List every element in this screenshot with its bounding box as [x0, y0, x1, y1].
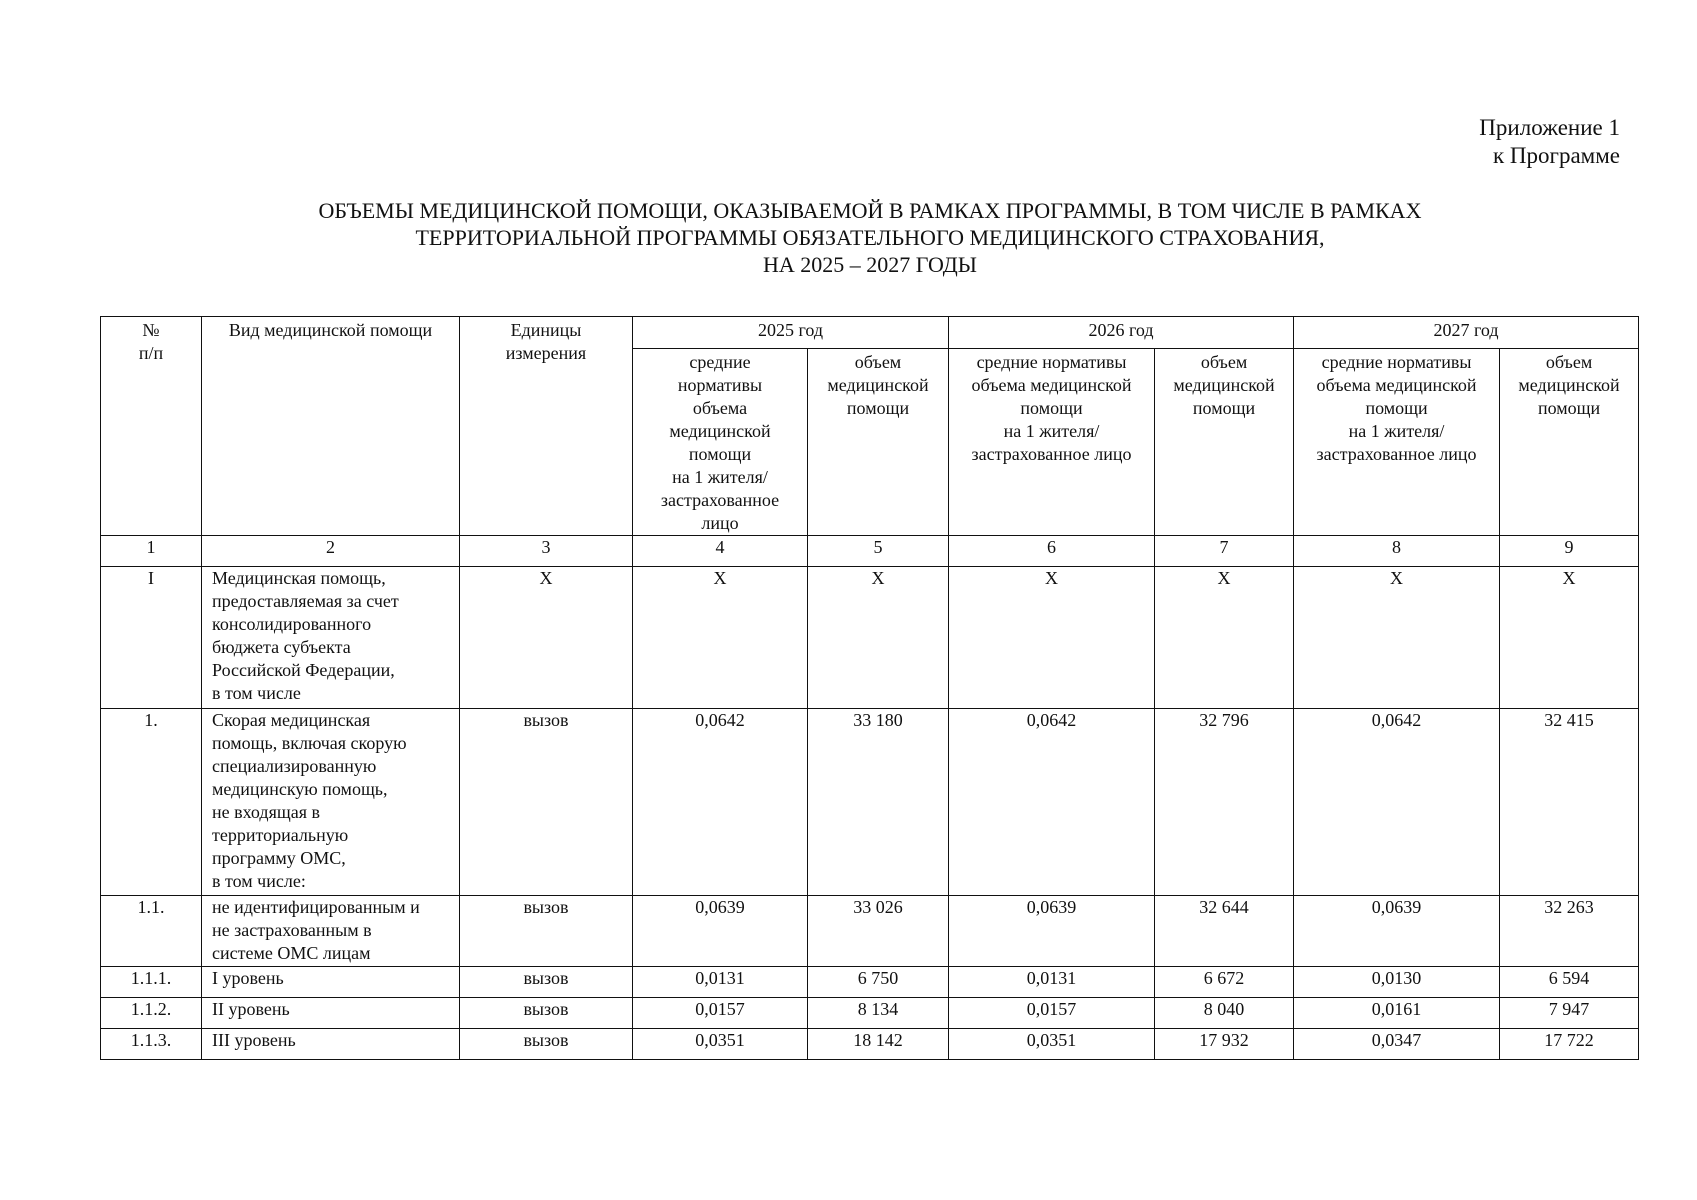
row-vol-2025: 8 134: [808, 998, 949, 1029]
row-vol-2025: 6 750: [808, 967, 949, 998]
column-number: 9: [1500, 536, 1639, 567]
row-num: 1.: [101, 709, 202, 896]
table-row: [101, 967, 1639, 998]
row-norm-2025: 0,0157: [633, 998, 808, 1029]
row-unit: вызов: [460, 967, 633, 998]
row-norm-2026: Х: [949, 567, 1155, 709]
row-vol-2025: Х: [808, 567, 949, 709]
title-line-1: ОБЪЕМЫ МЕДИЦИНСКОЙ ПОМОЩИ, ОКАЗЫВАЕМОЙ В РАМКАХ ПРОГРАММЫ, В ТОМ ЧИСЛЕ В РАМКАХ: [318, 198, 1422, 223]
header-norm-2027: средние нормативы объема медицинской помощи на 1 жителя/ застрахованное лицо: [1294, 349, 1500, 536]
medical-volumes-table: [100, 316, 1639, 1060]
column-number: 6: [949, 536, 1155, 567]
row-kind: III уровень: [202, 1029, 460, 1060]
row-norm-2027: 0,0130: [1294, 967, 1500, 998]
row-norm-2026: 0,0351: [949, 1029, 1155, 1060]
row-norm-2026: 0,0131: [949, 967, 1155, 998]
column-number: 7: [1155, 536, 1294, 567]
row-vol-2027: Х: [1500, 567, 1639, 709]
row-num: 1.1.: [101, 896, 202, 967]
header-row-years: [101, 317, 1639, 349]
row-vol-2026: 8 040: [1155, 998, 1294, 1029]
row-norm-2025: 0,0642: [633, 709, 808, 896]
annex-line-2: к Программе: [1493, 143, 1620, 168]
column-number: 8: [1294, 536, 1500, 567]
row-norm-2026: 0,0157: [949, 998, 1155, 1029]
row-vol-2027: 17 722: [1500, 1029, 1639, 1060]
row-unit: вызов: [460, 1029, 633, 1060]
header-norm-2026: средние нормативы объема медицинской помощи на 1 жителя/ застрахованное лицо: [949, 349, 1155, 536]
header-year-2027: 2027 год: [1294, 317, 1639, 349]
header-year-2025: 2025 год: [633, 317, 949, 349]
table-row: [101, 567, 1639, 709]
row-num: 1.1.1.: [101, 967, 202, 998]
column-number: 4: [633, 536, 808, 567]
column-number: 5: [808, 536, 949, 567]
row-norm-2025: Х: [633, 567, 808, 709]
row-vol-2026: 32 796: [1155, 709, 1294, 896]
table-row: [101, 998, 1639, 1029]
row-kind: II уровень: [202, 998, 460, 1029]
header-kind: Вид медицинской помощи: [202, 317, 460, 536]
row-norm-2027: 0,0347: [1294, 1029, 1500, 1060]
column-number: 3: [460, 536, 633, 567]
row-kind: не идентифицированным и не застрахованным в системе ОМС лицам: [202, 896, 460, 967]
row-unit: вызов: [460, 709, 633, 896]
row-kind: I уровень: [202, 967, 460, 998]
row-norm-2025: 0,0351: [633, 1029, 808, 1060]
column-number-row: [101, 536, 1639, 567]
row-vol-2027: 7 947: [1500, 998, 1639, 1029]
row-norm-2027: Х: [1294, 567, 1500, 709]
row-vol-2027: 6 594: [1500, 967, 1639, 998]
column-number: 2: [202, 536, 460, 567]
row-vol-2026: Х: [1155, 567, 1294, 709]
annex-reference: [1479, 114, 1620, 170]
table-row: [101, 709, 1639, 896]
row-vol-2025: 33 026: [808, 896, 949, 967]
row-num: 1.1.3.: [101, 1029, 202, 1060]
row-unit: вызов: [460, 896, 633, 967]
column-number: 1: [101, 536, 202, 567]
annex-line-1: Приложение 1: [1479, 115, 1620, 140]
row-norm-2025: 0,0639: [633, 896, 808, 967]
header-vol-2025: объем медицинской помощи: [808, 349, 949, 536]
row-kind: Скорая медицинская помощь, включая скорую специализированную медицинскую помощь, не входящая в территориальную программу ОМС, в том числе:: [202, 709, 460, 896]
row-unit: вызов: [460, 998, 633, 1029]
header-year-2026: 2026 год: [949, 317, 1294, 349]
table-row: [101, 896, 1639, 967]
header-unit: Единицы измерения: [460, 317, 633, 536]
row-num: 1.1.2.: [101, 998, 202, 1029]
row-norm-2027: 0,0642: [1294, 709, 1500, 896]
row-norm-2026: 0,0639: [949, 896, 1155, 967]
row-vol-2026: 17 932: [1155, 1029, 1294, 1060]
table-row: [101, 1029, 1639, 1060]
header-vol-2026: объем медицинской помощи: [1155, 349, 1294, 536]
row-num: I: [101, 567, 202, 709]
document-title: [100, 197, 1640, 278]
row-norm-2027: 0,0639: [1294, 896, 1500, 967]
header-num: № п/п: [101, 317, 202, 536]
header-vol-2027: объем медицинской помощи: [1500, 349, 1639, 536]
row-norm-2027: 0,0161: [1294, 998, 1500, 1029]
title-line-2: ТЕРРИТОРИАЛЬНОЙ ПРОГРАММЫ ОБЯЗАТЕЛЬНОГО МЕДИЦИНСКОГО СТРАХОВАНИЯ,: [415, 225, 1325, 250]
row-unit: Х: [460, 567, 633, 709]
row-vol-2027: 32 415: [1500, 709, 1639, 896]
row-kind: Медицинская помощь, предоставляемая за счет консолидированного бюджета субъекта Российской Федерации, в том числе: [202, 567, 460, 709]
row-norm-2026: 0,0642: [949, 709, 1155, 896]
row-vol-2025: 18 142: [808, 1029, 949, 1060]
row-vol-2027: 32 263: [1500, 896, 1639, 967]
row-vol-2026: 32 644: [1155, 896, 1294, 967]
row-norm-2025: 0,0131: [633, 967, 808, 998]
row-vol-2026: 6 672: [1155, 967, 1294, 998]
header-norm-2025: средние нормативы объема медицинской помощи на 1 жителя/ застрахованное лицо: [633, 349, 808, 536]
title-line-3: НА 2025 – 2027 ГОДЫ: [763, 252, 977, 277]
row-vol-2025: 33 180: [808, 709, 949, 896]
